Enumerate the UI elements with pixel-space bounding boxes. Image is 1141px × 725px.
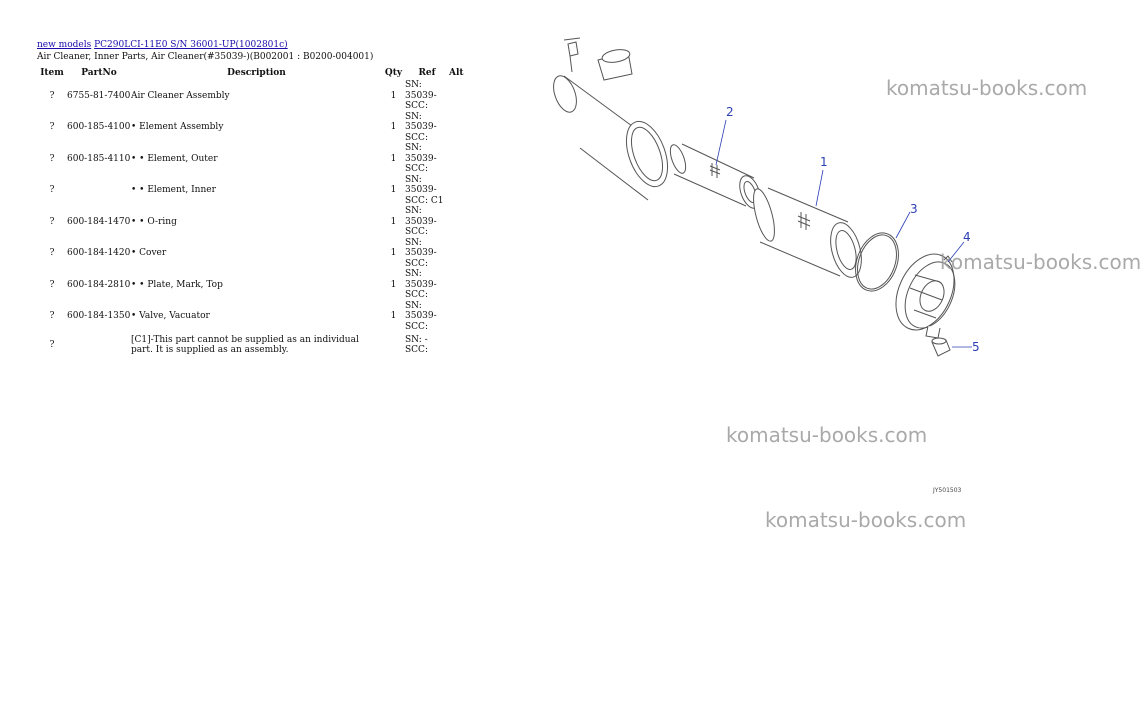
cell-partno: 600-184-1350 bbox=[67, 311, 131, 321]
description-text: • Element Assembly bbox=[131, 122, 224, 132]
cell-ref: SN: 35039-SCC: bbox=[405, 80, 437, 111]
diagram-code: JY501503 bbox=[933, 487, 962, 494]
watermark: komatsu-books.com bbox=[765, 508, 967, 532]
cell-ref: SN: 35039-SCC: C1 bbox=[405, 174, 444, 206]
table-row bbox=[37, 269, 479, 301]
cell-qty: 1 bbox=[390, 248, 397, 258]
table-row bbox=[37, 301, 479, 333]
header-description: Description bbox=[227, 67, 286, 78]
cell-ref: SN: 35039-SCC: bbox=[405, 111, 437, 143]
cell-description bbox=[131, 332, 382, 358]
cell-qty: 1 bbox=[390, 311, 397, 321]
description-text: • • O-ring bbox=[131, 216, 177, 227]
table-header-row bbox=[37, 66, 479, 80]
breadcrumb bbox=[37, 40, 288, 51]
table-row bbox=[37, 206, 479, 238]
cell-description bbox=[131, 206, 382, 238]
description-text: Air Cleaner Assembly bbox=[131, 90, 230, 101]
cell-alt bbox=[449, 80, 479, 112]
parts-table bbox=[37, 66, 479, 358]
inner-element bbox=[667, 143, 764, 211]
cell-qty: 1 bbox=[390, 153, 397, 164]
callout-1: 1 bbox=[820, 155, 828, 169]
leader-line-2 bbox=[716, 120, 726, 165]
cell-item: ? bbox=[49, 216, 55, 227]
description-text: • • Plate, Mark, Top bbox=[131, 279, 223, 290]
cell-description bbox=[131, 80, 382, 112]
cell-description bbox=[131, 112, 382, 144]
cell-alt bbox=[449, 332, 479, 358]
cell-item: ? bbox=[49, 90, 55, 101]
cell-alt bbox=[449, 301, 479, 333]
callout-2: 2 bbox=[726, 105, 734, 119]
header-item: Item bbox=[40, 67, 64, 78]
page-title: Air Cleaner, Inner Parts, Air Cleaner(#35039-)(B002001 : B0200-004001) bbox=[37, 52, 374, 62]
watermark: komatsu-books.com bbox=[940, 250, 1141, 274]
table-row bbox=[37, 143, 479, 175]
cell-item: ? bbox=[49, 248, 55, 258]
cell-description bbox=[131, 301, 382, 333]
cell-alt bbox=[449, 143, 479, 175]
description-text: • • Element, Outer bbox=[131, 153, 218, 164]
cell-description bbox=[131, 143, 382, 175]
cell-qty: 1 bbox=[390, 90, 397, 101]
description-text: [C1]-This part cannot be supplied as an individual part. It is supplied as an assembly. bbox=[131, 334, 359, 355]
cell-partno bbox=[67, 332, 131, 358]
cell-item: ? bbox=[49, 122, 55, 132]
header-alt: Alt bbox=[449, 67, 464, 78]
cell-alt bbox=[449, 175, 479, 207]
cell-qty: 1 bbox=[390, 122, 397, 132]
description-text: • Cover bbox=[131, 248, 167, 258]
table-row bbox=[37, 112, 479, 144]
cell-ref: SN: 35039-SCC: bbox=[405, 143, 437, 174]
cell-ref: SN: 35039-SCC: bbox=[405, 300, 437, 332]
callout-4: 4 bbox=[963, 230, 971, 244]
callout-3: 3 bbox=[910, 202, 918, 216]
outer-element bbox=[749, 187, 866, 281]
cell-ref: SN: 35039-SCC: bbox=[405, 237, 437, 269]
cell-item: ? bbox=[49, 153, 55, 164]
table-row bbox=[37, 175, 479, 207]
cell-partno: 6755-81-7400 bbox=[67, 90, 131, 101]
table-row bbox=[37, 332, 479, 358]
cell-partno: 600-185-4100 bbox=[67, 122, 131, 132]
cell-ref: SN: 35039-SCC: bbox=[405, 206, 437, 237]
cell-alt bbox=[449, 112, 479, 144]
cell-ref: SN: 35039-SCC: bbox=[405, 269, 437, 300]
cell-description bbox=[131, 269, 382, 301]
table-row bbox=[37, 238, 479, 270]
cell-qty: 1 bbox=[390, 216, 397, 227]
vacuator-valve bbox=[932, 338, 950, 356]
cell-alt bbox=[449, 269, 479, 301]
cell-partno: 600-184-1470 bbox=[67, 216, 131, 227]
cell-partno bbox=[67, 175, 131, 207]
cell-item: ? bbox=[49, 339, 55, 350]
cell-description bbox=[131, 175, 382, 207]
housing-body bbox=[549, 38, 675, 200]
header-partno: PartNo bbox=[81, 67, 117, 78]
watermark: komatsu-books.com bbox=[726, 423, 928, 447]
description-text: • Valve, Vacuator bbox=[131, 311, 210, 321]
callout-5: 5 bbox=[972, 340, 980, 354]
watermark: komatsu-books.com bbox=[886, 76, 1088, 100]
leader-line-1 bbox=[816, 170, 823, 206]
cell-qty bbox=[382, 332, 405, 358]
cell-partno: 600-185-4110 bbox=[67, 153, 131, 164]
header-ref: Ref bbox=[418, 67, 436, 78]
table-row bbox=[37, 80, 479, 112]
cell-item: ? bbox=[49, 311, 55, 321]
cell-description bbox=[131, 238, 382, 270]
header-qty: Qty bbox=[384, 67, 403, 78]
breadcrumb-link-new-models[interactable]: new models bbox=[37, 40, 92, 50]
leader-line-3 bbox=[896, 212, 910, 238]
cell-qty: 1 bbox=[390, 185, 397, 195]
cell-partno: 600-184-2810 bbox=[67, 279, 131, 290]
cell-qty: 1 bbox=[390, 279, 397, 290]
cell-item: ? bbox=[49, 279, 55, 290]
cell-alt bbox=[449, 238, 479, 270]
cell-ref: SN: -SCC: bbox=[405, 334, 428, 355]
cell-partno: 600-184-1420 bbox=[67, 248, 131, 258]
description-text: • • Element, Inner bbox=[131, 185, 216, 195]
breadcrumb-link-model[interactable]: PC290LCI-11E0 S/N 36001-UP(1002801c) bbox=[94, 40, 288, 50]
cell-alt bbox=[449, 206, 479, 238]
cell-item: ? bbox=[49, 185, 55, 195]
